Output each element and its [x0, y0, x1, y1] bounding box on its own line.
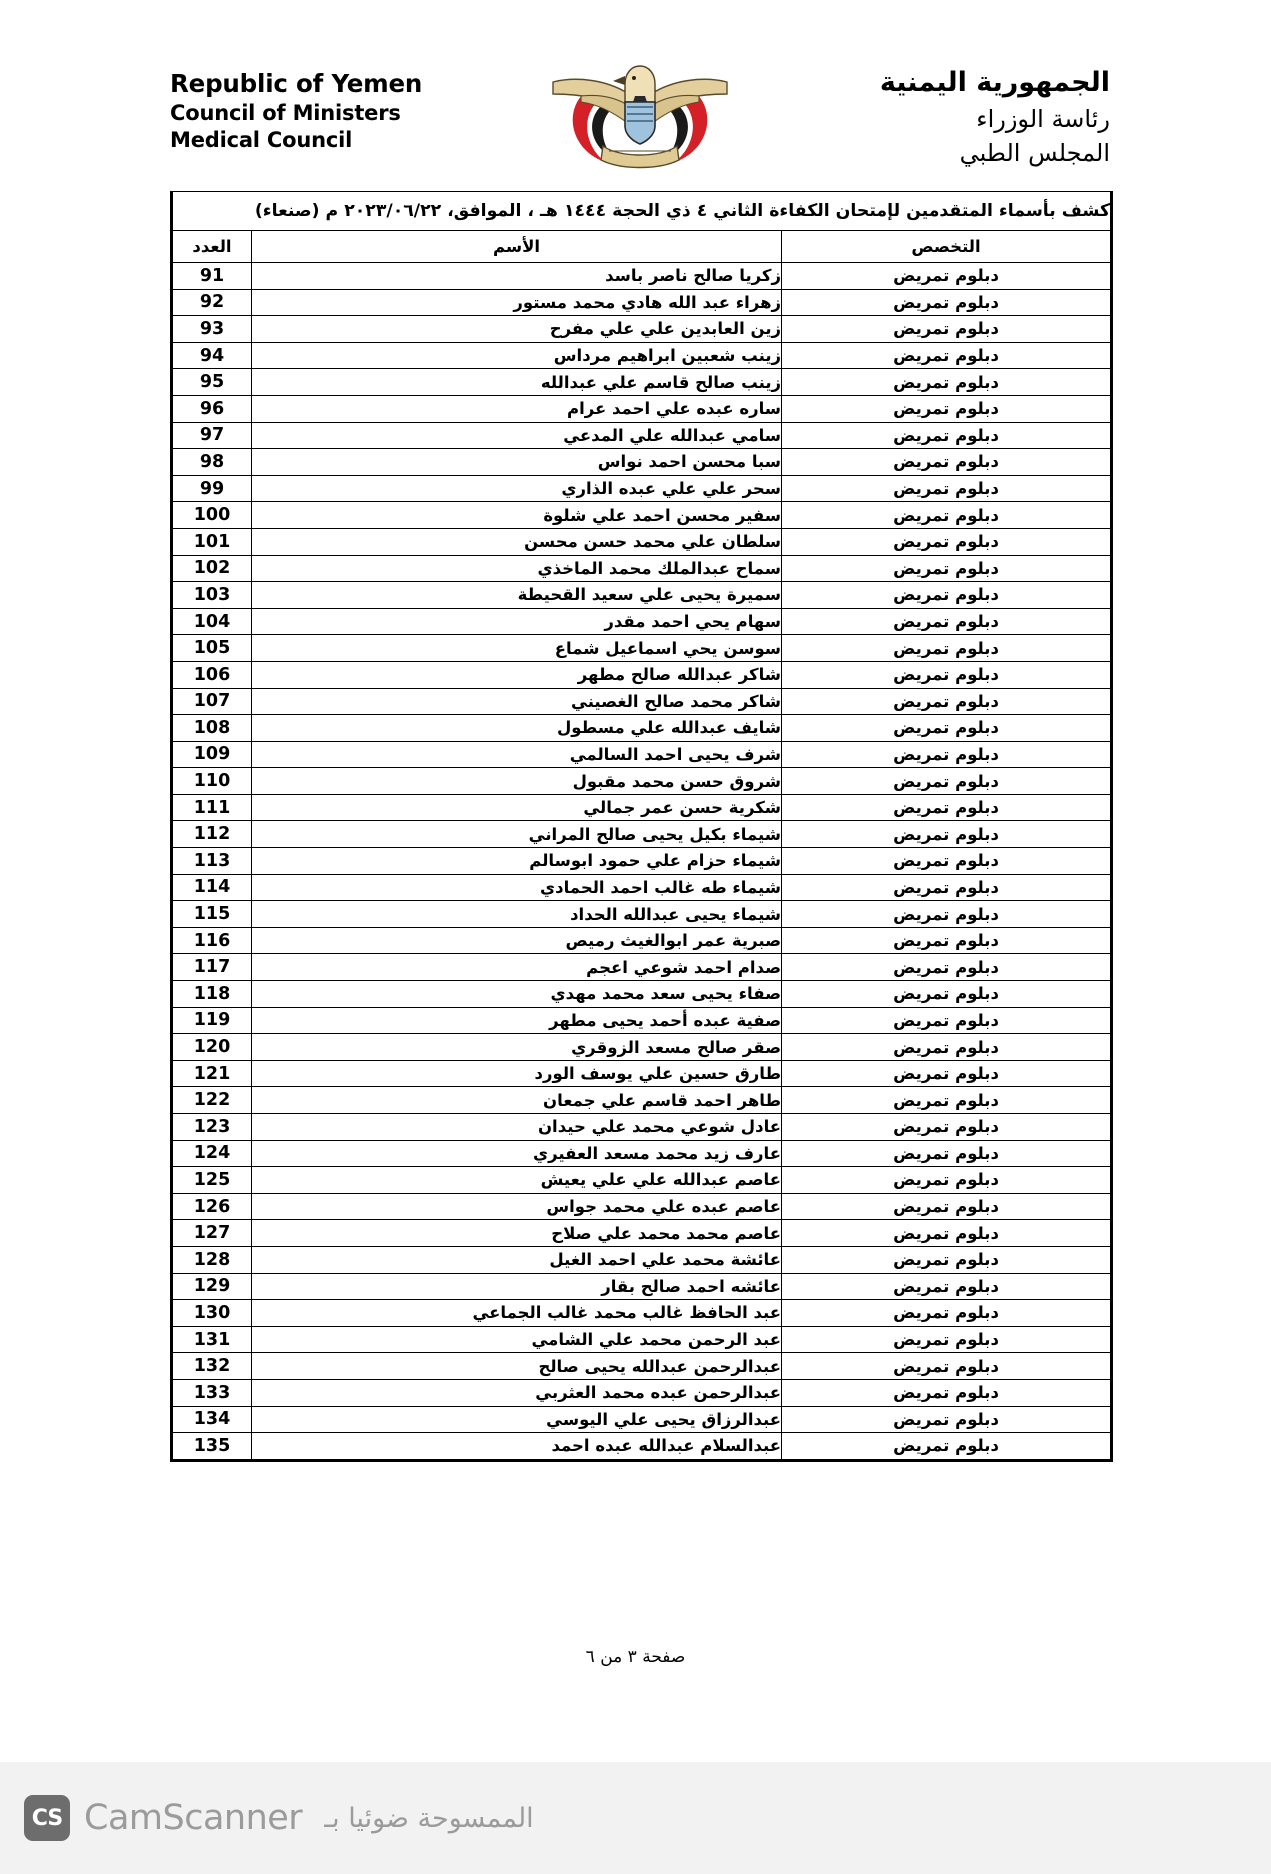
cell-number: 96 — [172, 395, 252, 422]
document-title: كشف بأسماء المتقدمين لإمتحان الكفاءة الثاني ٤ ذي الحجة ١٤٤٤ هـ ، الموافق، ٢٠٢٣/٠٦/٢٢ م (صنعاء) — [254, 201, 1111, 221]
cell-number: 118 — [172, 981, 252, 1008]
yemen-national-emblem-icon — [545, 54, 735, 172]
cell-name: شاكر محمد صالح الغصيني — [252, 688, 782, 715]
table-row — [172, 635, 1112, 662]
table-row — [172, 874, 1112, 901]
camscanner-brand-label: CamScanner — [84, 1798, 303, 1838]
header-arabic-line3: المجلس الطبي — [959, 139, 1110, 168]
table-row — [172, 794, 1112, 821]
table-column-header-row — [172, 231, 1112, 263]
cell-name: شيماء بكيل يحيى صالح المراني — [252, 821, 782, 848]
cell-number: 114 — [172, 874, 252, 901]
cell-name: سلطان علي محمد حسن محسن — [252, 528, 782, 555]
cell-specialty: دبلوم تمريض — [782, 1433, 1112, 1461]
cell-name: سهام يحي احمد مقدر — [252, 608, 782, 635]
column-header-name: الأسم — [252, 231, 782, 263]
candidates-table — [170, 191, 1113, 1462]
table-row — [172, 342, 1112, 369]
cell-number: 120 — [172, 1034, 252, 1061]
cell-name: سوسن يحي اسماعيل شماع — [252, 635, 782, 662]
table-row — [172, 741, 1112, 768]
cell-number: 95 — [172, 369, 252, 396]
cell-specialty: دبلوم تمريض — [782, 502, 1112, 529]
cell-name: عاصم محمد محمد علي صلاح — [252, 1220, 782, 1247]
camscanner-logo-icon: CS — [24, 1795, 70, 1841]
cell-number: 119 — [172, 1007, 252, 1034]
cell-specialty: دبلوم تمريض — [782, 954, 1112, 981]
cell-specialty: دبلوم تمريض — [782, 316, 1112, 343]
table-row — [172, 1007, 1112, 1034]
table-row — [172, 395, 1112, 422]
cell-name: طارق حسين علي يوسف الورد — [252, 1060, 782, 1087]
header-arabic-block — [780, 58, 1110, 170]
cell-number: 126 — [172, 1193, 252, 1220]
camscanner-watermark-bar — [0, 1762, 1271, 1874]
cell-number: 130 — [172, 1300, 252, 1327]
table-row — [172, 582, 1112, 609]
cell-specialty: دبلوم تمريض — [782, 1246, 1112, 1273]
table-row — [172, 1273, 1112, 1300]
table-row — [172, 1220, 1112, 1247]
table-row — [172, 449, 1112, 476]
cell-number: 97 — [172, 422, 252, 449]
cell-name: عاصم عبده علي محمد جواس — [252, 1193, 782, 1220]
table-row — [172, 981, 1112, 1008]
cell-name: عارف زيد محمد مسعد العفيري — [252, 1140, 782, 1167]
cell-specialty: دبلوم تمريض — [782, 1034, 1112, 1061]
table-row — [172, 848, 1112, 875]
table-row — [172, 1379, 1112, 1406]
table-row — [172, 954, 1112, 981]
cell-specialty: دبلوم تمريض — [782, 528, 1112, 555]
cell-name: عائشه احمد صالح بقار — [252, 1273, 782, 1300]
cell-number: 121 — [172, 1060, 252, 1087]
cell-name: شكرية حسن عمر جمالي — [252, 794, 782, 821]
cell-specialty: دبلوم تمريض — [782, 901, 1112, 928]
table-row — [172, 1167, 1112, 1194]
cell-number: 132 — [172, 1353, 252, 1380]
cell-specialty: دبلوم تمريض — [782, 608, 1112, 635]
cell-number: 99 — [172, 475, 252, 502]
table-row — [172, 1300, 1112, 1327]
cell-number: 101 — [172, 528, 252, 555]
table-row — [172, 1246, 1112, 1273]
table-row — [172, 608, 1112, 635]
cell-name: سامي عبدالله علي المدعي — [252, 422, 782, 449]
cell-name: صفية عبده أحمد يحيى مطهر — [252, 1007, 782, 1034]
cell-specialty: دبلوم تمريض — [782, 1379, 1112, 1406]
cell-number: 133 — [172, 1379, 252, 1406]
cell-name: صدام احمد شوعي اعجم — [252, 954, 782, 981]
table-row — [172, 528, 1112, 555]
table-row — [172, 1326, 1112, 1353]
cell-number: 102 — [172, 555, 252, 582]
cell-specialty: دبلوم تمريض — [782, 661, 1112, 688]
cell-name: شايف عبدالله علي مسطول — [252, 715, 782, 742]
cell-specialty: دبلوم تمريض — [782, 263, 1112, 290]
table-row — [172, 1060, 1112, 1087]
cell-name: صقر صالح مسعد الزوقري — [252, 1034, 782, 1061]
cell-name: شيماء طه غالب احمد الحمادي — [252, 874, 782, 901]
cell-specialty: دبلوم تمريض — [782, 289, 1112, 316]
header-arabic-line2: رئاسة الوزراء — [976, 105, 1110, 134]
cell-name: عبدالرزاق يحيى علي اليوسي — [252, 1406, 782, 1433]
table-row — [172, 316, 1112, 343]
cell-specialty: دبلوم تمريض — [782, 874, 1112, 901]
cell-specialty: دبلوم تمريض — [782, 741, 1112, 768]
cell-specialty: دبلوم تمريض — [782, 981, 1112, 1008]
cell-name: شيماء حزام علي حمود ابوسالم — [252, 848, 782, 875]
document-header — [170, 58, 1110, 178]
table-row — [172, 263, 1112, 290]
cell-number: 113 — [172, 848, 252, 875]
table-row — [172, 1406, 1112, 1433]
cell-number: 104 — [172, 608, 252, 635]
cell-name: عبد الرحمن محمد علي الشامي — [252, 1326, 782, 1353]
cell-number: 107 — [172, 688, 252, 715]
table-row — [172, 475, 1112, 502]
cell-specialty: دبلوم تمريض — [782, 1007, 1112, 1034]
table-row — [172, 502, 1112, 529]
cell-specialty: دبلوم تمريض — [782, 1406, 1112, 1433]
table-row — [172, 927, 1112, 954]
cell-number: 123 — [172, 1114, 252, 1141]
cell-name: عاصم عبدالله علي علي يعيش — [252, 1167, 782, 1194]
header-arabic-line1: الجمهورية اليمنية — [879, 67, 1110, 98]
cell-name: عبدالرحمن عبده محمد العثربي — [252, 1379, 782, 1406]
cell-specialty: دبلوم تمريض — [782, 395, 1112, 422]
cell-name: سماح عبدالملك محمد الماخذي — [252, 555, 782, 582]
cell-name: زين العابدين علي علي مفرح — [252, 316, 782, 343]
table-title-cell — [172, 192, 1112, 231]
cell-name: شاكر عبدالله صالح مطهر — [252, 661, 782, 688]
cell-name: سحر علي علي عبده الذاري — [252, 475, 782, 502]
cell-specialty: دبلوم تمريض — [782, 635, 1112, 662]
cell-number: 98 — [172, 449, 252, 476]
cell-name: صفاء يحيى سعد محمد مهدي — [252, 981, 782, 1008]
table-row — [172, 289, 1112, 316]
cell-number: 122 — [172, 1087, 252, 1114]
cell-specialty: دبلوم تمريض — [782, 1060, 1112, 1087]
camscanner-arabic-label: الممسوحة ضوئيا بـ — [324, 1802, 534, 1834]
table-row — [172, 1193, 1112, 1220]
column-header-specialty: التخصص — [782, 231, 1112, 263]
cell-specialty: دبلوم تمريض — [782, 1140, 1112, 1167]
page-number-footer: صفحة ٣ من ٦ — [585, 1647, 686, 1667]
cell-number: 127 — [172, 1220, 252, 1247]
cell-specialty: دبلوم تمريض — [782, 555, 1112, 582]
header-english-line2: Council of Ministers — [170, 100, 401, 125]
table-row — [172, 901, 1112, 928]
table-row — [172, 1114, 1112, 1141]
cell-number: 105 — [172, 635, 252, 662]
cell-specialty: دبلوم تمريض — [782, 848, 1112, 875]
cell-specialty: دبلوم تمريض — [782, 1220, 1112, 1247]
cell-name: عبد الحافظ غالب محمد غالب الجماعي — [252, 1300, 782, 1327]
cell-name: زكريا صالح ناصر باسد — [252, 263, 782, 290]
cell-specialty: دبلوم تمريض — [782, 422, 1112, 449]
table-row — [172, 1433, 1112, 1461]
table-row — [172, 688, 1112, 715]
cell-specialty: دبلوم تمريض — [782, 927, 1112, 954]
cell-specialty: دبلوم تمريض — [782, 1114, 1112, 1141]
cell-name: سبا محسن احمد نواس — [252, 449, 782, 476]
cell-specialty: دبلوم تمريض — [782, 1193, 1112, 1220]
table-row — [172, 768, 1112, 795]
cell-number: 112 — [172, 821, 252, 848]
cell-specialty: دبلوم تمريض — [782, 1167, 1112, 1194]
cell-name: شيماء يحيى عبدالله الحداد — [252, 901, 782, 928]
cell-specialty: دبلوم تمريض — [782, 821, 1112, 848]
cell-specialty: دبلوم تمريض — [782, 1326, 1112, 1353]
cell-specialty: دبلوم تمريض — [782, 715, 1112, 742]
cell-number: 93 — [172, 316, 252, 343]
cell-number: 128 — [172, 1246, 252, 1273]
cell-specialty: دبلوم تمريض — [782, 369, 1112, 396]
cell-number: 91 — [172, 263, 252, 290]
cell-name: عبدالرحمن عبدالله يحيى صالح — [252, 1353, 782, 1380]
cell-number: 103 — [172, 582, 252, 609]
cell-name: عادل شوعي محمد علي حيدان — [252, 1114, 782, 1141]
cell-number: 116 — [172, 927, 252, 954]
table-title-row — [172, 192, 1112, 231]
cell-number: 129 — [172, 1273, 252, 1300]
cell-name: زهراء عبد الله هادي محمد مستور — [252, 289, 782, 316]
cell-number: 109 — [172, 741, 252, 768]
cell-name: زينب شعبين ابراهيم مرداس — [252, 342, 782, 369]
cell-number: 94 — [172, 342, 252, 369]
table-row — [172, 1140, 1112, 1167]
cell-number: 92 — [172, 289, 252, 316]
cell-specialty: دبلوم تمريض — [782, 582, 1112, 609]
cell-number: 115 — [172, 901, 252, 928]
table-body — [172, 263, 1112, 1461]
table-row — [172, 1034, 1112, 1061]
table-row — [172, 1353, 1112, 1380]
cell-name: شروق حسن محمد مقبول — [252, 768, 782, 795]
cell-number: 134 — [172, 1406, 252, 1433]
table-row — [172, 555, 1112, 582]
table-row — [172, 369, 1112, 396]
cell-name: شرف يحيى احمد السالمي — [252, 741, 782, 768]
cell-name: سميرة يحيى علي سعيد القحيطة — [252, 582, 782, 609]
candidates-table-container — [170, 191, 1110, 1462]
cell-specialty: دبلوم تمريض — [782, 475, 1112, 502]
cell-number: 111 — [172, 794, 252, 821]
header-english-block — [170, 58, 500, 154]
cell-name: عبدالسلام عبدالله عبده احمد — [252, 1433, 782, 1461]
cell-number: 100 — [172, 502, 252, 529]
cell-number: 131 — [172, 1326, 252, 1353]
table-header — [172, 192, 1112, 263]
cell-number: 110 — [172, 768, 252, 795]
cell-name: سفير محسن احمد علي شلوة — [252, 502, 782, 529]
header-english-line1: Republic of Yemen — [170, 69, 423, 98]
cell-number: 125 — [172, 1167, 252, 1194]
table-row — [172, 715, 1112, 742]
header-english-line3: Medical Council — [170, 128, 353, 153]
cell-specialty: دبلوم تمريض — [782, 342, 1112, 369]
cell-specialty: دبلوم تمريض — [782, 1353, 1112, 1380]
table-row — [172, 422, 1112, 449]
cell-specialty: دبلوم تمريض — [782, 1300, 1112, 1327]
cell-number: 117 — [172, 954, 252, 981]
cell-name: صبرية عمر ابوالغيث رميص — [252, 927, 782, 954]
cell-number: 108 — [172, 715, 252, 742]
cell-specialty: دبلوم تمريض — [782, 768, 1112, 795]
cell-number: 106 — [172, 661, 252, 688]
cell-name: زينب صالح قاسم علي عبدالله — [252, 369, 782, 396]
cell-number: 135 — [172, 1433, 252, 1461]
table-row — [172, 1087, 1112, 1114]
cell-specialty: دبلوم تمريض — [782, 1273, 1112, 1300]
table-row — [172, 821, 1112, 848]
cell-number: 124 — [172, 1140, 252, 1167]
column-header-number: العدد — [172, 231, 252, 263]
cell-name: ساره عبده علي احمد عرام — [252, 395, 782, 422]
table-row — [172, 661, 1112, 688]
cell-specialty: دبلوم تمريض — [782, 1087, 1112, 1114]
cell-name: عائشة محمد علي احمد الغيل — [252, 1246, 782, 1273]
cell-specialty: دبلوم تمريض — [782, 449, 1112, 476]
cell-specialty: دبلوم تمريض — [782, 688, 1112, 715]
cell-specialty: دبلوم تمريض — [782, 794, 1112, 821]
cell-name: طاهر احمد قاسم علي جمعان — [252, 1087, 782, 1114]
